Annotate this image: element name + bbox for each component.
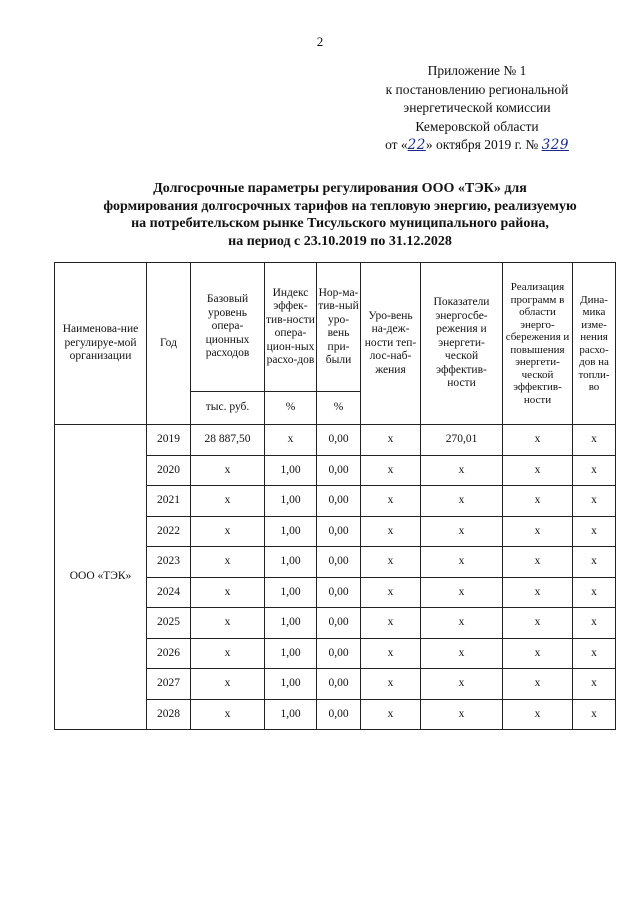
cell-year: 2021: [147, 486, 191, 517]
cell-norm: 0,00: [317, 608, 361, 639]
cell-year: 2025: [147, 608, 191, 639]
cell-rel: x: [361, 425, 421, 456]
cell-ind: x: [421, 638, 503, 669]
cell-ind: x: [421, 699, 503, 730]
cell-rel: x: [361, 699, 421, 730]
cell-prog: x: [503, 638, 573, 669]
cell-rel: x: [361, 577, 421, 608]
cell-prog: x: [503, 425, 573, 456]
cell-eff: 1,00: [265, 669, 317, 700]
unit-eff-index: %: [265, 392, 317, 425]
cell-base: x: [191, 516, 265, 547]
cell-base: x: [191, 638, 265, 669]
title-line-4: на период с 23.10.2019 по 31.12.2028: [228, 233, 452, 249]
cell-norm: 0,00: [317, 669, 361, 700]
cell-norm: 0,00: [317, 425, 361, 456]
cell-prog: x: [503, 455, 573, 486]
cell-eff: 1,00: [265, 699, 317, 730]
cell-ind: x: [421, 516, 503, 547]
cell-ind: x: [421, 455, 503, 486]
cell-eff: 1,00: [265, 577, 317, 608]
cell-ind: x: [421, 669, 503, 700]
cell-eff: 1,00: [265, 455, 317, 486]
unit-base: тыс. руб.: [191, 392, 265, 425]
header-dynamics: Дина-мика изме-нения расхо-дов на топли-во: [573, 263, 616, 425]
cell-base: x: [191, 486, 265, 517]
cell-prog: x: [503, 699, 573, 730]
table-row: [55, 425, 616, 456]
cell-dyn: x: [573, 669, 616, 700]
date-middle: » октября 2019 г. №: [425, 137, 539, 152]
cell-base: x: [191, 455, 265, 486]
organization-cell: ООО «ТЭК»: [55, 425, 147, 730]
appendix-block: [352, 62, 602, 155]
cell-rel: x: [361, 516, 421, 547]
cell-year: 2026: [147, 638, 191, 669]
cell-dyn: x: [573, 577, 616, 608]
cell-eff: 1,00: [265, 638, 317, 669]
header-eff-index: Индекс эффек-тив-ности опера-цион-ных расхо-дов: [265, 263, 317, 392]
cell-ind: x: [421, 486, 503, 517]
cell-eff: 1,00: [265, 608, 317, 639]
title-line-2: формирования долгосрочных тарифов на тепловую энергию, реализуемую: [103, 198, 577, 214]
unit-norm: %: [317, 392, 361, 425]
cell-dyn: x: [573, 425, 616, 456]
cell-eff: x: [265, 425, 317, 456]
cell-year: 2028: [147, 699, 191, 730]
handwritten-doc-number: 329: [541, 137, 569, 153]
cell-year: 2019: [147, 425, 191, 456]
cell-year: 2023: [147, 547, 191, 578]
cell-norm: 0,00: [317, 577, 361, 608]
cell-rel: x: [361, 669, 421, 700]
title-line-1: Долгосрочные параметры регулирования ООО «ТЭК» для: [153, 181, 527, 196]
cell-dyn: x: [573, 547, 616, 578]
cell-prog: x: [503, 486, 573, 517]
cell-dyn: x: [573, 699, 616, 730]
cell-rel: x: [361, 638, 421, 669]
cell-eff: 1,00: [265, 547, 317, 578]
cell-norm: 0,00: [317, 638, 361, 669]
header-base: Базовый уровень опера-ционных расходов: [191, 263, 265, 392]
date-prefix: от «: [385, 137, 408, 152]
cell-year: 2027: [147, 669, 191, 700]
cell-base: x: [191, 669, 265, 700]
header-programs: Реализация программ в области энерго-сбережения и повышения энергети-ческой эффектив-ности: [503, 263, 573, 425]
cell-norm: 0,00: [317, 516, 361, 547]
cell-ind: x: [421, 577, 503, 608]
cell-rel: x: [361, 455, 421, 486]
cell-base: 28 887,50: [191, 425, 265, 456]
cell-base: x: [191, 577, 265, 608]
cell-eff: 1,00: [265, 486, 317, 517]
cell-dyn: x: [573, 455, 616, 486]
appendix-line-2: к постановлению региональной: [385, 81, 569, 97]
cell-norm: 0,00: [317, 699, 361, 730]
header-energy-indicators: Показатели энергосбе-режения и энергети-ческой эффектив-ности: [421, 263, 503, 425]
cell-dyn: x: [573, 638, 616, 669]
cell-rel: x: [361, 547, 421, 578]
cell-norm: 0,00: [317, 547, 361, 578]
cell-rel: x: [361, 608, 421, 639]
cell-ind: x: [421, 547, 503, 578]
appendix-line-1: Приложение № 1: [427, 63, 527, 78]
cell-ind: 270,01: [421, 425, 503, 456]
header-norm: Нор-ма-тив-ный уро-вень при-были: [317, 263, 361, 392]
cell-year: 2024: [147, 577, 191, 608]
cell-dyn: x: [573, 516, 616, 547]
cell-base: x: [191, 699, 265, 730]
cell-prog: x: [503, 577, 573, 608]
cell-dyn: x: [573, 608, 616, 639]
cell-base: x: [191, 608, 265, 639]
cell-year: 2020: [147, 455, 191, 486]
cell-dyn: x: [573, 486, 616, 517]
header-year: Год: [147, 263, 191, 425]
cell-prog: x: [503, 547, 573, 578]
cell-base: x: [191, 547, 265, 578]
page-number: 2: [316, 34, 324, 49]
cell-prog: x: [503, 516, 573, 547]
appendix-date-line: [352, 136, 602, 155]
cell-prog: x: [503, 608, 573, 639]
cell-prog: x: [503, 669, 573, 700]
title-line-3: на потребительском рынке Тисульского муниципального района,: [131, 216, 549, 231]
appendix-line-4: Кемеровской области: [415, 118, 539, 134]
appendix-line-3: энергетической комиссии: [403, 100, 551, 115]
cell-norm: 0,00: [317, 455, 361, 486]
cell-norm: 0,00: [317, 486, 361, 517]
document-title: [60, 180, 620, 250]
cell-year: 2022: [147, 516, 191, 547]
cell-ind: x: [421, 608, 503, 639]
parameters-table: [54, 262, 616, 730]
cell-eff: 1,00: [265, 516, 317, 547]
cell-rel: x: [361, 486, 421, 517]
header-reliability: Уро-вень на-деж-ности теп-лос-наб-жения: [361, 263, 421, 425]
handwritten-day: 22: [407, 137, 426, 153]
header-org: Наименова-ние регулируе-мой организации: [55, 263, 147, 425]
